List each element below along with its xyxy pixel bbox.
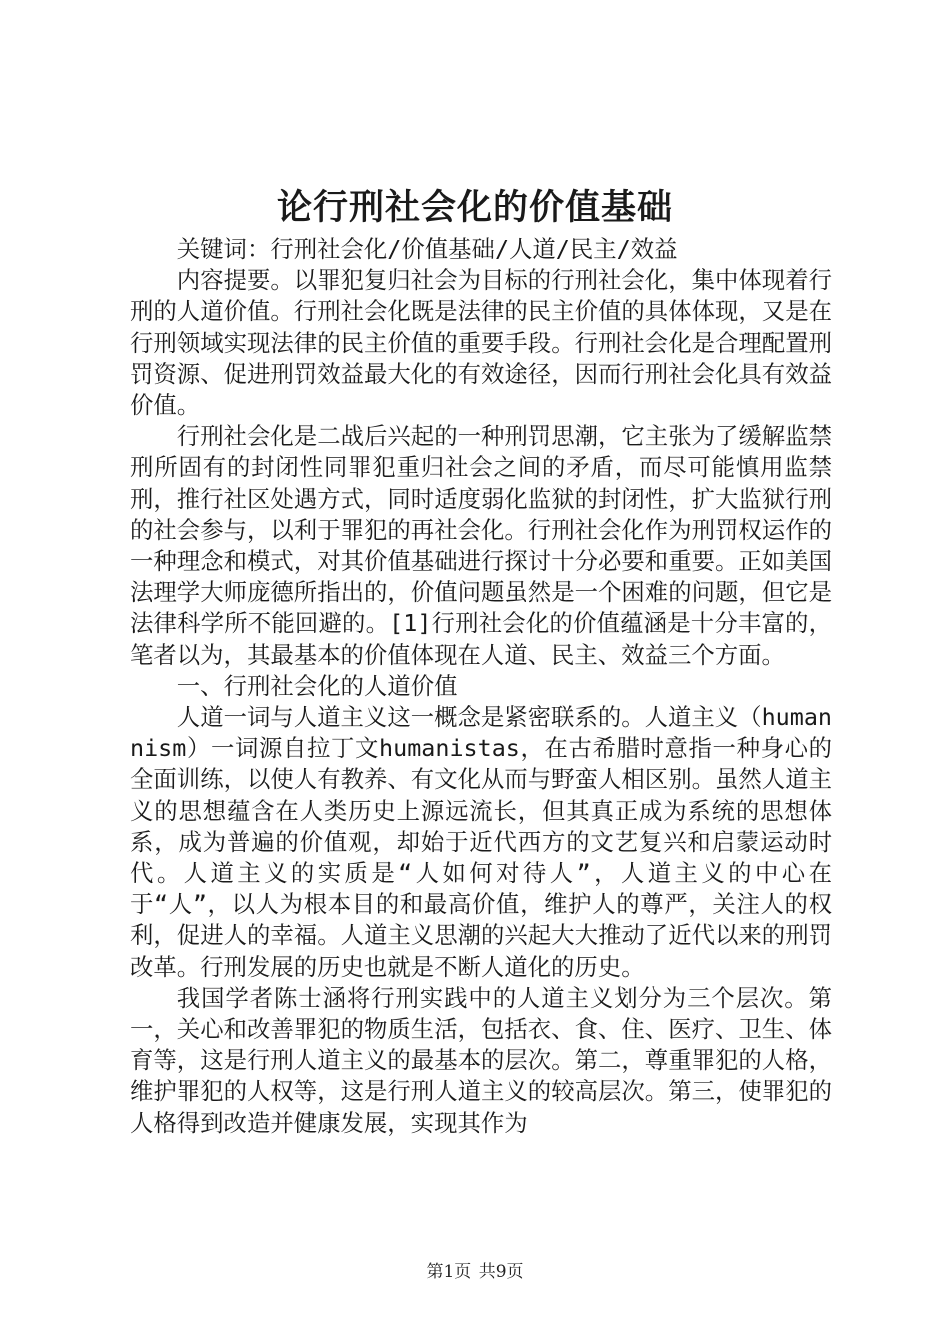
document-body	[130, 234, 832, 1139]
section-heading: 一、行刑社会化的人道价值	[176, 671, 458, 700]
humanism-paragraph: 人道一词与人道主义这一概念是紧密联系的。人道主义（humannism）一词源自拉丁文humanistas，在古希腊时意指一种身心的全面训练，以使人有教养、有文化从而与野蛮人相区别。虽然人道主义的思想蕴含在人类历史上源远流长，但其真正成为系统的思想体系，成为普遍的价值观，却始于近代西方的文艺复兴和启蒙运动时代。人道主义的实质是“人如何对待人”，人道主义的中心在于“人”，以人为根本目的和最高价值，维护人的尊严，关注人的权利，促进人的幸福。人道主义思潮的兴起大大推动了近代以来的刑罚改革。行刑发展的历史也就是不断人道化的历史。	[130, 703, 832, 981]
page-number: 第1页	[426, 1262, 472, 1282]
intro-paragraph: 行刑社会化是二战后兴起的一种刑罚思潮，它主张为了缓解监禁刑所固有的封闭性同罪犯重归社会之间的矛盾，而尽可能慎用监禁刑，推行社区处遇方式，同时适度弱化监狱的封闭性，扩大监狱行刑的社会参与，以利于罪犯的再社会化。行刑社会化作为刑罚权运作的一种理念和模式，对其价值基础进行探讨十分必要和重要。正如美国法理学大师庞德所指出的，价值问题虽然是一个困难的问题，但它是法律科学所不能回避的。[1]行刑社会化的价值蕴涵是十分丰富的，笔者以为，其最基本的价值体现在人道、民主、效益三个方面。	[130, 422, 832, 669]
keywords-paragraph: 关键词：行刑社会化/价值基础/人道/民主/效益	[176, 235, 678, 263]
page-footer	[0, 1260, 950, 1284]
abstract-paragraph: 内容提要。以罪犯复归社会为目标的行刑社会化，集中体现着行刑的人道价值。行刑社会化既是法律的民主价值的具体体现，又是在行刑领域实现法律的民主价值的重要手段。行刑社会化是合理配置刑罚资源、促进刑罚效益最大化的有效途径，因而行刑社会化具有效益价值。	[130, 266, 832, 420]
page-total: 共9页	[478, 1262, 524, 1282]
document-title: 论行刑社会化的价值基础	[276, 187, 673, 228]
levels-paragraph: 我国学者陈士涵将行刑实践中的人道主义划分为三个层次。第一，关心和改善罪犯的物质生活，包括衣、食、住、医疗、卫生、体育等，这是行刑人道主义的最基本的层次。第二，尊重罪犯的人格，维护罪犯的人权等，这是行刑人道主义的较高层次。第三，使罪犯的人格得到改造并健康发展，实现其作为	[130, 983, 832, 1137]
